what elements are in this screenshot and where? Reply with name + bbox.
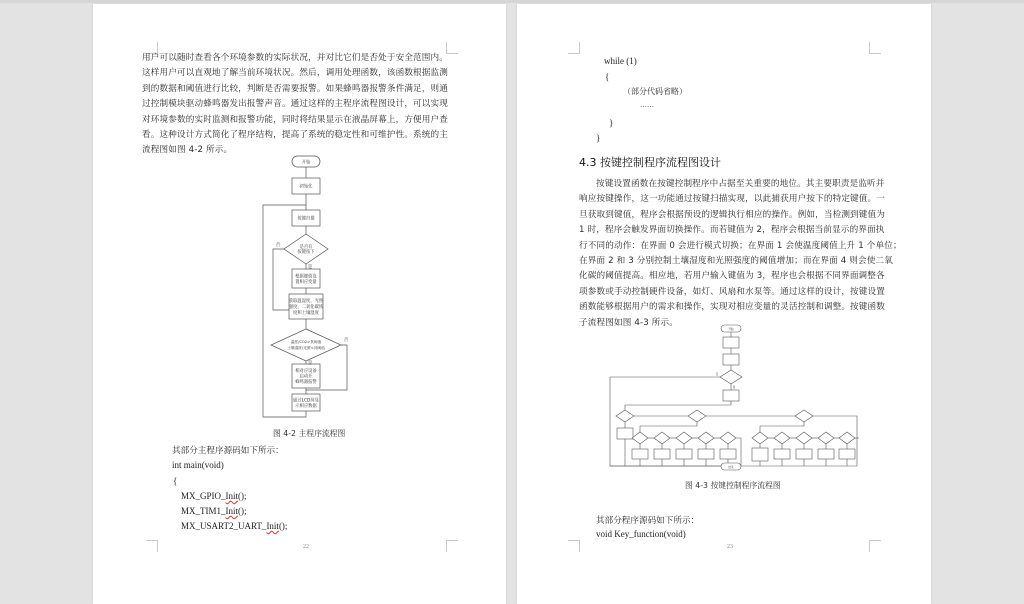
section-heading: 4.3 按键控制程序流程图设计 [579,156,721,169]
code-comment: （部分代码省略） [623,87,687,96]
svg-text:是: 是 [307,265,313,270]
svg-text:根据键值设: 根据键值设 [295,274,317,280]
main-program-flowchart [261,154,353,422]
spellcheck-flag[interactable]: Init [225,506,238,516]
document-page-22[interactable] [93,4,506,604]
svg-text:通过LCD屏显: 通过LCD屏显 [293,398,319,404]
flow-start-label: 开始 [301,160,311,166]
code-line: int main(void) [172,460,224,470]
code-line: MX_TIM1_Init(); [181,506,247,516]
paragraph-line: 这样用户可以直观地了解当前环境状况。然后，调用处理函数，该函数根据监测 [142,68,449,79]
svg-text:获取温湿度、光照: 获取温湿度、光照 [288,299,324,304]
svg-text:否: 否 [715,373,719,376]
margin-mark-bottom-left [568,540,580,552]
svg-text:示相应数据: 示相应数据 [295,404,317,409]
paragraph-line: 对环境参数的实时监测和报警功能，同时将结果显示在液晶屏幕上，方便用户查 [142,114,449,125]
svg-text:按键按下: 按键按下 [297,250,315,255]
code-line: while (1) [604,56,637,66]
svg-text:否: 否 [343,338,349,343]
paragraph-line: 流程图如图 4-2 所示。 [142,145,233,156]
paragraph-line: 旦获取到键值，程序会根据预设的逻辑执行相应的操作。例如，当检测到键值为 [579,209,886,220]
margin-mark-bottom-left [146,540,158,552]
body-paragraph [142,51,452,159]
code-line: MX_USART2_UART_Init(); [181,521,288,531]
page-number: 22 [303,544,309,550]
code-line: } [609,118,614,128]
paragraph-line: 子流程图如图 4-3 所示。 [579,317,678,328]
flow-keyscan-label: 按键扫描 [297,216,315,222]
key-control-flowchart [607,322,863,472]
workspace-top-edge [0,0,1024,3]
spellcheck-flag[interactable]: Init [225,491,239,501]
svg-text:相对应设备: 相对应设备 [295,369,317,374]
spellcheck-flag[interactable]: Init [266,521,279,531]
figure-caption: 图 4-2 主程序流程图 [273,429,346,438]
paragraph-line: 化碳的阈值提高。相应地，若用户输入键值为 3，程序也会根据不同界面调整各 [579,271,885,282]
margin-mark-top-left [568,42,580,54]
paragraph-line: 函数能够根据用户的需求和操作，实现对相应变量的灵活控制和调整。按键函数 [579,302,886,313]
svg-text:置相应变量: 置相应变量 [295,280,317,285]
paragraph-line: 按键设置函数在按键控制程序中占据至关重要的地位。其主要职责是监听并 [596,179,885,189]
code-line: MX_GPIO_Init(); [181,491,247,501]
svg-text:是否有: 是否有 [299,245,313,250]
code-line: void Key_function(void) [596,529,686,539]
margin-mark-top-right [869,42,881,54]
paragraph-line: 看。这种设计方式简化了程序结构，提高了系统的稳定性和可维护性。系统的主 [142,130,449,141]
svg-text:启动开: 启动开 [299,374,313,380]
paragraph-line: 行不同的动作：在界面 0 会进行模式切换；在界面 1 会使温度阈值上升 1 个单位； [579,240,902,251]
paragraph-line: 过控制模块驱动蜂鸣器发出报警声音。通过这样的主程序流程图设计，可以实现 [142,99,449,110]
code-ellipsis: …… [640,101,654,109]
code-line: } [596,133,601,143]
svg-text:是: 是 [732,386,736,389]
code-intro-text: 其部分主程序源码如下所示： [172,446,284,456]
paragraph-line: 响应按键操作，这一功能通过按键扫描实现，以此捕获用户按下的特定键值。一 [579,194,886,205]
paragraph-line: 项参数或手动控制硬件设备，如灯、风扇和水泵等。通过这样的设计，按键设置 [579,286,886,297]
flow-end-label: 结束 [728,466,734,469]
svg-text:温度/CO2>其阈值: 温度/CO2>其阈值 [290,340,322,344]
svg-text:度和土壤湿度: 度和土壤湿度 [293,311,319,316]
margin-mark-bottom-right [869,540,881,552]
body-paragraph [579,177,902,331]
flow-init-label: 初始化 [299,184,313,190]
margin-mark-bottom-right [446,540,458,552]
code-line: { [173,476,178,486]
code-intro-text: 其部分程序源码如下所示： [596,516,700,526]
flow-start-label: 开始 [728,327,734,331]
code-line: { [605,72,610,82]
svg-text:强度、二氧化碳浓: 强度、二氧化碳浓 [288,305,324,310]
paragraph-line: 1 时，程序会触发界面切换操作。而若键值为 2，程序会根据当前显示的界面执 [579,225,885,236]
paragraph-line: 到的数据和阈值进行比较，判断是否需要报警。如果蜂鸣器报警条件满足，则通 [142,83,449,94]
figure-caption: 图 4-3 按键控制程序流程图 [685,481,781,490]
svg-text:否: 否 [275,243,281,248]
svg-text:蜂鸣器报警: 蜂鸣器报警 [295,380,317,385]
page-number: 23 [727,544,733,550]
svg-text:是: 是 [307,361,313,366]
document-page-23[interactable] [517,4,931,604]
svg-text:土壤湿度/光照<其阈值: 土壤湿度/光照<其阈值 [287,346,325,350]
paragraph-line: 用户可以随时查看各个环境参数的实际状况，并对比它们是否处于安全范围内。 [142,53,449,63]
paragraph-line: 在界面 2 和 3 分别控制土壤湿度和光照强度的阈值增加；而在界面 4 则会使二氧 [579,256,893,267]
